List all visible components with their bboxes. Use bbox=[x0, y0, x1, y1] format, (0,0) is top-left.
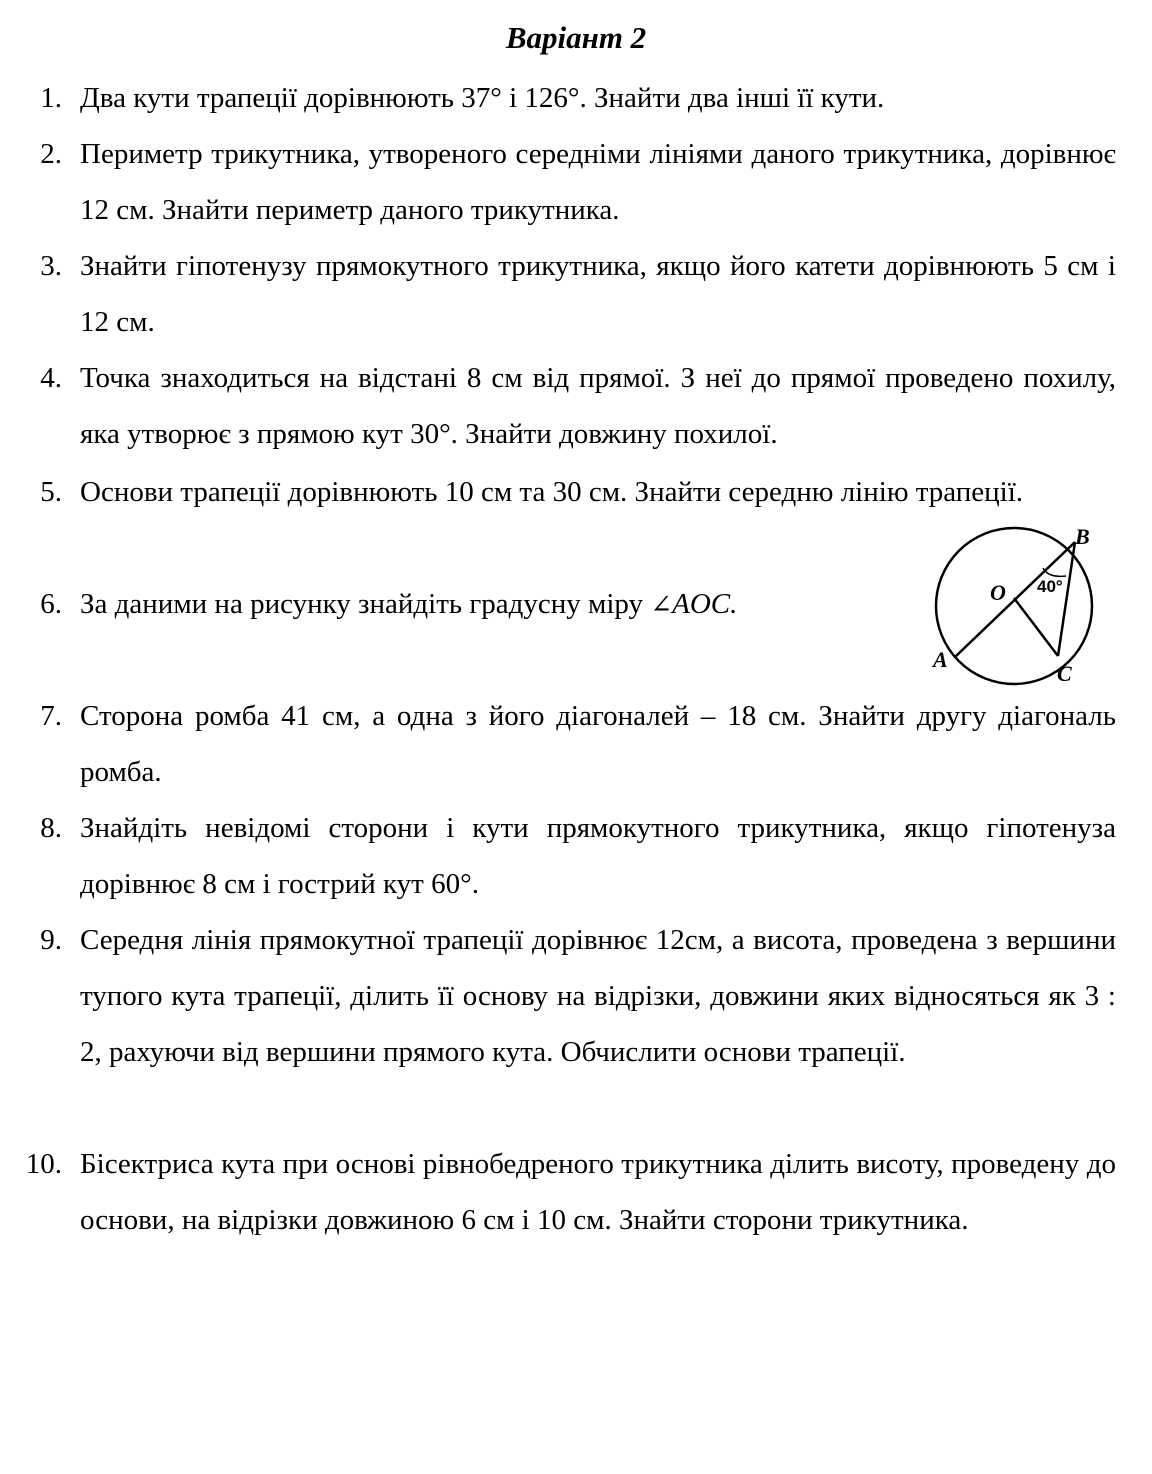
angle-label: 40° bbox=[1037, 577, 1063, 596]
problem-text: Основи трапеції дорівнюють 10 см та 30 см. Знайти середню лінію трапеції. bbox=[80, 476, 1024, 508]
problem-number: 5. bbox=[40, 476, 62, 508]
problem-number: 6. bbox=[40, 588, 62, 620]
label-b: B bbox=[1075, 524, 1090, 549]
problem-6-sentence: За даними на рисунку знайдіть градусну міру bbox=[80, 588, 651, 620]
problem-number: 7. bbox=[40, 700, 62, 732]
circle-figure bbox=[920, 518, 1110, 690]
problem-number: 4. bbox=[40, 362, 62, 394]
problem-number: 10. bbox=[25, 1148, 62, 1180]
problem-number: 8. bbox=[40, 812, 62, 844]
problem-number: 1. bbox=[40, 82, 62, 114]
radius-oc bbox=[1014, 598, 1058, 656]
problem-text: Два кути трапеції дорівнюють 37° і 126°. Знайти два інші її кути. bbox=[80, 82, 885, 114]
label-c: C bbox=[1057, 661, 1072, 686]
angle-name: AOC. bbox=[672, 588, 738, 620]
problem-text: Бісектриса кута при основі рівнобедреного трикутника ділить висоту, проведену до основи, на відрізки довжиною 6 см і 10 см. Знайти сторони трикутника. bbox=[80, 1148, 1116, 1236]
problem-number: 9. bbox=[40, 924, 62, 956]
label-o: O bbox=[990, 580, 1006, 605]
problem-number: 3. bbox=[40, 250, 62, 282]
label-a: A bbox=[933, 647, 948, 672]
problem-text: Знайти гіпотенузу прямокутного трикутника, якщо його катети дорівнюють 5 см і 12 см. bbox=[80, 250, 1116, 338]
problem-text: Сторона ромба 41 см, а одна з його діагоналей – 18 см. Знайти другу діагональ ромба. bbox=[80, 700, 1116, 788]
page-title: Варіант 2 bbox=[505, 20, 647, 55]
angle-reference bbox=[650, 588, 737, 620]
chord-bc bbox=[1058, 542, 1075, 656]
problem-number: 2. bbox=[40, 138, 62, 170]
problem-text: Точка знаходиться на відстані 8 см від прямої. З неї до прямої проведено похилу, яка утворює з прямою кут 30°. Знайти довжину похилої. bbox=[80, 362, 1116, 450]
problem-text: Середня лінія прямокутної трапеції дорівнює 12см, а висота, проведена з вершини тупого кута трапеції, ділить її основу на відрізки, довжини яких відносяться як 3 : 2, рахуючи від вершини прямого кута. Обчислити основи трапеції. bbox=[80, 924, 1116, 1068]
problem-text: Знайдіть невідомі сторони і кути прямокутного трикутника, якщо гіпотенуза дорівнює 8 см і гострий кут 60°. bbox=[80, 812, 1116, 900]
problem-text: Периметр трикутника, утвореного середніми лініями даного трикутника, дорівнює 12 см. Знайти периметр даного трикутника. bbox=[80, 138, 1116, 226]
circle-diagram bbox=[920, 518, 1110, 690]
angle-symbol: ∠ bbox=[650, 590, 673, 619]
problem-text bbox=[80, 576, 840, 633]
